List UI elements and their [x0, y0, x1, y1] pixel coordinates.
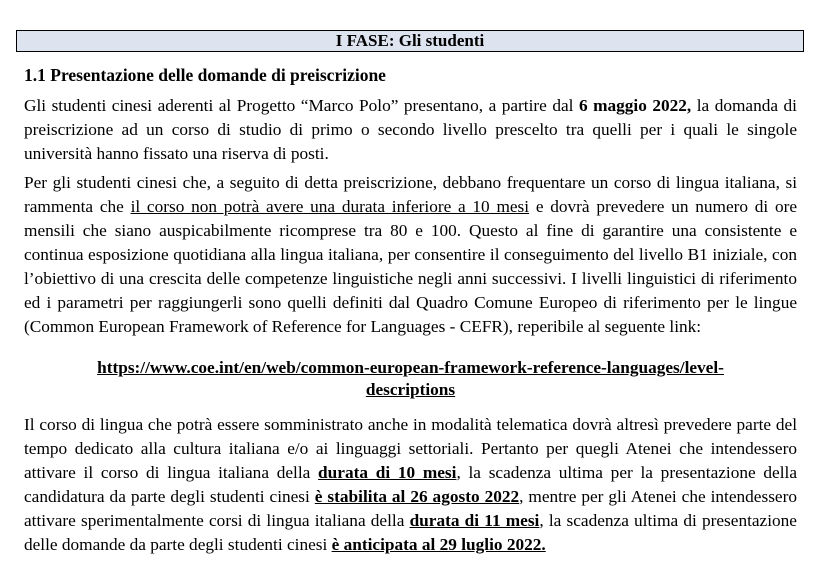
paragraph-corso-lingua	[24, 171, 797, 339]
p4-deadline-august: è stabilita al 26 agosto 2022	[314, 487, 520, 506]
cefr-link-block	[24, 357, 797, 401]
p4-text-4: , la scadenza ultima di presentazione delle domande da parte degli studenti cinesi	[24, 511, 797, 554]
paragraph-preiscrizione	[24, 94, 797, 166]
cefr-link-line-2: descriptions	[365, 380, 456, 399]
p2-text-1: Per gli studenti cinesi che, a seguito di detta preiscrizione, debbano frequentare un corso di lingua italiana, si rammenta che	[24, 173, 797, 216]
p4-text-2: , la scadenza ultima per la presentazione della candidatura da parte degli studenti cinesi	[24, 463, 797, 506]
p4-deadline-july: è anticipata al 29 luglio 2022.	[331, 535, 546, 554]
p1-date-start: 6 maggio 2022,	[578, 96, 692, 115]
p4-duration-11: durata di 11 mesi	[409, 511, 540, 530]
phase-header	[16, 30, 804, 52]
p1-text-1: Gli studenti cinesi aderenti al Progetto “Marco Polo” presentano, a partire dal	[24, 96, 579, 115]
p2-duration-underlined: il corso non potrà avere una durata inferiore a 10 mesi	[130, 197, 530, 216]
p4-duration-10: durata di 10 mesi	[318, 463, 457, 482]
phase-title: I FASE: Gli studenti	[335, 31, 485, 50]
p1-text-2: la domanda di preiscrizione ad un corso di studio di primo o secondo livello prescelto tra quelli per i quali le singole università hanno fissato una riserva di posti.	[24, 96, 797, 163]
p2-text-2: e dovrà prevedere un numero di ore mensili che siano auspicabilmente ricomprese tra 80 e 100. Questo al fine di garantire una consistente e continua esposizione quotidiana alla lingua italiana, per consentire il conseguimento del livello B1 iniziale, con l’obiettivo di una crescita delle competenze linguistiche negli anni successivi. I livelli linguistici di riferimento ed i parametri per raggiungerli sono quelli definiti dal Quadro Comune Europeo di riferimento per le lingue (Common European Framework of Reference for Languages - CEFR), reperibile al seguente link:	[24, 197, 798, 336]
cefr-link[interactable]	[97, 358, 724, 399]
p4-text-1: Il corso di lingua che potrà essere somministrato anche in modalità telematica dovrà altresì prevedere parte del tempo dedicato alla cultura italiana e/o ai linguaggi settoriali. Pertanto per quegli Atenei che intendessero attivare il corso di lingua italiana della	[24, 415, 797, 482]
cefr-link-line-1: https://www.coe.int/en/web/common-european-framework-reference-languages/level-	[97, 358, 724, 377]
p4-text-3: , mentre per gli Atenei che intendessero attivare sperimentalmente corsi di lingua italiana della	[24, 487, 797, 530]
section-heading: 1.1 Presentazione delle domande di preiscrizione	[24, 65, 386, 85]
paragraph-scadenze	[24, 413, 797, 557]
